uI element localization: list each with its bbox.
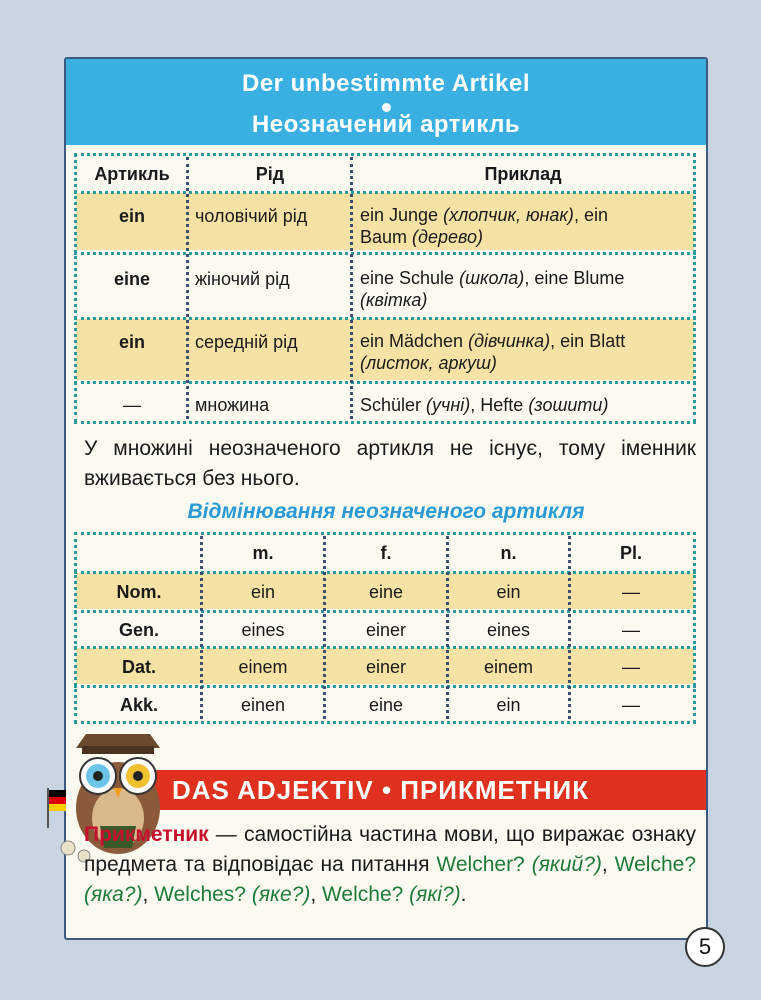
col-header: n.: [500, 543, 517, 563]
example-cell: eine Schule (школа), eine Blume (квітка): [360, 268, 625, 310]
header-article: Артикль: [94, 164, 170, 184]
declension-title: Відмінювання неозначеного артикля: [187, 500, 585, 523]
example-cell: ein Mädchen (дівчинка), ein Blatt (листок, аркуш): [360, 331, 626, 373]
col-header: f.: [380, 543, 392, 563]
decl-cell: einer: [365, 620, 407, 640]
decl-cell: eine: [368, 695, 404, 715]
decl-cell: —: [622, 582, 640, 602]
decl-cell: —: [622, 657, 640, 677]
article-cell: —: [123, 395, 141, 415]
adjective-banner: DAS ADJEKTIV • ПРИКМЕТНИК: [150, 770, 706, 810]
decl-cell: eines: [241, 620, 285, 640]
decl-cell: einem: [238, 657, 288, 677]
case-label: Dat.: [121, 657, 156, 677]
decl-cell: ein: [250, 582, 276, 602]
example-cell: Schüler (учні), Hefte (зошити): [360, 395, 609, 415]
case-label: Akk.: [119, 695, 159, 715]
decl-cell: ein: [496, 582, 521, 602]
header-example: Приклад: [484, 164, 562, 184]
article-cell: ein: [118, 206, 145, 226]
col-header: m.: [252, 543, 274, 563]
decl-cell: eine: [368, 582, 404, 602]
page-number: 5: [685, 927, 725, 967]
decl-cell: —: [622, 620, 640, 640]
decl-cell: einem: [483, 657, 534, 677]
article-cell: eine: [113, 269, 151, 289]
case-label: Gen.: [118, 620, 159, 640]
decl-cell: eines: [486, 620, 531, 640]
col-header: Pl.: [619, 543, 642, 563]
gender-cell: жіночий рід: [195, 269, 290, 289]
section-header: [66, 59, 706, 145]
adjective-definition: Прикметник — самостійна частина мови, що виражає ознаку предмета та відповідає на питання Welcher? (який?), Welche? (яка?), Welches? (яке?), Welche? (які?).: [84, 823, 696, 906]
gender-cell: чоловічий рід: [195, 206, 308, 226]
article-cell: ein: [118, 332, 145, 352]
decl-cell: einer: [365, 657, 407, 677]
decl-cell: —: [622, 695, 640, 715]
header-gender: Рід: [255, 164, 285, 184]
title-ukrainian: Неозначений артикль: [251, 111, 521, 138]
gender-cell: множина: [195, 395, 270, 415]
decl-cell: ein: [496, 695, 521, 715]
decl-cell: einen: [240, 695, 286, 715]
title-german: Der unbestimmte Artikel: [241, 70, 530, 97]
example-cell: ein Junge (хлопчик, юнак), ein Baum (дерево): [360, 205, 608, 247]
plural-note: У множині неозначеного артикля не існує, тому іменник вживається без нього.: [84, 437, 696, 490]
case-label: Nom.: [116, 582, 162, 602]
gender-cell: середній рід: [195, 332, 298, 352]
term-adjective: Прикметник: [84, 823, 209, 846]
